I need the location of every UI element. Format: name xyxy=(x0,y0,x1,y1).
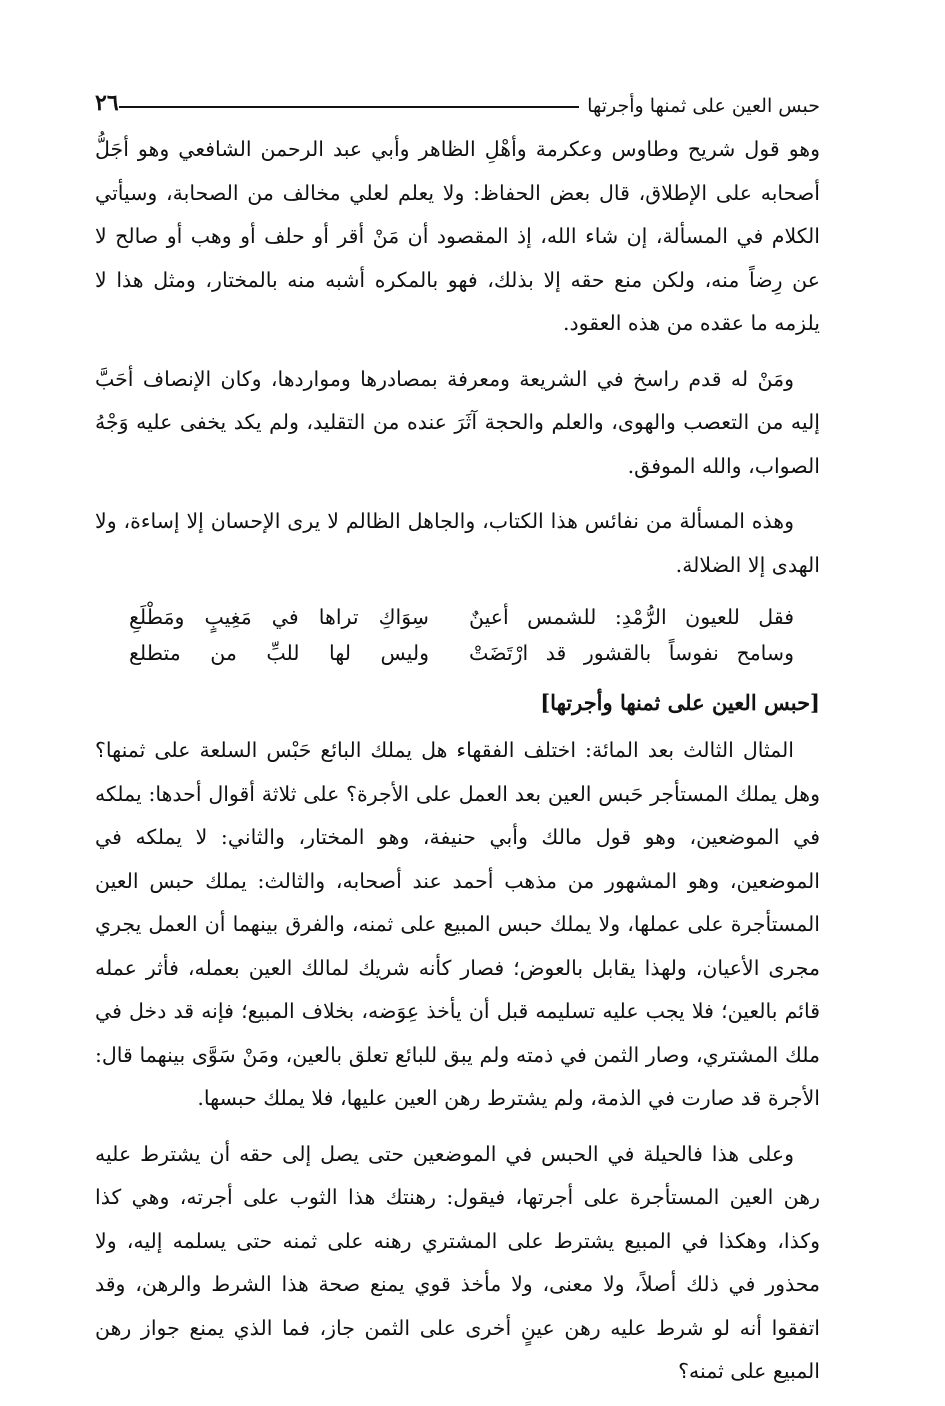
paragraph: ومَنْ له قدم راسخ في الشريعة ومعرفة بمصادرها ومواردها، وكان الإنصاف أحَبَّ إليه من التعصب والهوى، والعلم والحجة آثَرَ عنده من التقليد، ولم يكد يخفى عليه وَجْهُ الصواب، والله الموفق. xyxy=(95,366,820,478)
header-rule xyxy=(119,106,580,108)
poem-hemistich-first: فقل للعيون الرُّمْدِ: للشمس أعينٌ xyxy=(469,605,794,629)
paragraph: المثال الثالث بعد المائة: اختلف الفقهاء هل يملك البائع حَبْس السلعة على ثمنها؟ وهل يملك المستأجر حَبس العين بعد العمل على الأجرة؟ على ثلاثة أقوال أحدها: يملكه في الموضعين، وهو قول مالك وأبي حنيفة، وهو المختار، والثاني: لا يملكه في الموضعين، وهو المشهور من مذهب أحمد عند أصحابه، والثالث: يملك حبس العين المستأجرة على عملها، ولا يملك حبس المبيع على ثمنه، والفرق بينهما أن العمل يجري مجرى الأعيان، ولهذا يقابل بالعوض؛ فصار كأنه شريك لمالك العين بعمله، فأثر عمله قائم بالعين؛ فلا يجب عليه تسليمه قبل أن يأخذ عِوَضه، بخلاف المبيع؛ فإنه قد دخل في ملك المشتري، وصار الثمن في ذمته ولم يبق للبائع تعلق بالعين، ومَنْ سَوَّى بينهما قال: الأجرة قد صارت في الذمة، ولم يشترط رهن العين عليها، فلا يملك حبسها. xyxy=(95,738,820,1110)
header-title-group xyxy=(119,97,820,118)
page-header xyxy=(95,78,820,118)
poem-hemistich-second: سِوَاكِ تراها في مَغِيبٍ ومَطْلَعِ xyxy=(129,605,429,629)
paragraph: وعلى هذا فالحيلة في الحبس في الموضعين حتى يصل إلى حقه أن يشترط عليه رهن العين المستأجرة على أجرتها، فيقول: رهنتك هذا الثوب على أجرته، وهي كذا وكذا، وهكذا في المبيع يشترط على المشتري رهنه على ثمنه حتى يسلمه إليه، ولا محذور في ذلك أصلاً، ولا معنى، ولا مأخذ قوي يمنع صحة هذا الشرط والرهن، وقد اتفقوا أنه لو شرط عليه رهن عينٍ أخرى على الثمن جاز، فما الذي يمنع جواز رهن المبيع على ثمنه؟ xyxy=(95,1141,820,1383)
poem-hemistich-second: وليس لها للبِّ من متطلع xyxy=(129,641,429,665)
page-number: ٢٦ xyxy=(95,90,119,116)
poem xyxy=(95,599,820,671)
poem-verse xyxy=(95,635,820,671)
book-page xyxy=(95,78,820,1406)
paragraph: وهو قول شريح وطاوس وعكرمة وأهْلِ الظاهر وأبي عبد الرحمن الشافعي وهو أجَلُّ أصحابه على الإطلاق، قال بعض الحفاظ: ولا يعلم لعلي مخالف من الصحابة، وسيأتي الكلام في المسألة، إن شاء الله، إذ المقصود أن مَنْ أقر أو حلف أو وهب أو صالح لا عن رِضاً منه، ولكن منع حقه إلا بذلك، فهو بالمكره أشبه منه بالمختار، ومثل هذا لا يلزمه ما عقده من هذه العقود. xyxy=(95,137,820,335)
section-heading: [حبس العين على ثمنها وأجرتها] xyxy=(540,690,820,715)
poem-verse xyxy=(95,599,820,635)
paragraph: وهذه المسألة من نفائس هذا الكتاب، والجاهل الظالم لا يرى الإحسان إلا إساءة، ولا الهدى إلا الضلالة. xyxy=(95,509,820,577)
poem-hemistich-first: وسامح نفوساً بالقشور قد ارْتَضَتْ xyxy=(469,641,794,665)
running-title: حبس العين على ثمنها وأجرتها xyxy=(587,95,820,117)
